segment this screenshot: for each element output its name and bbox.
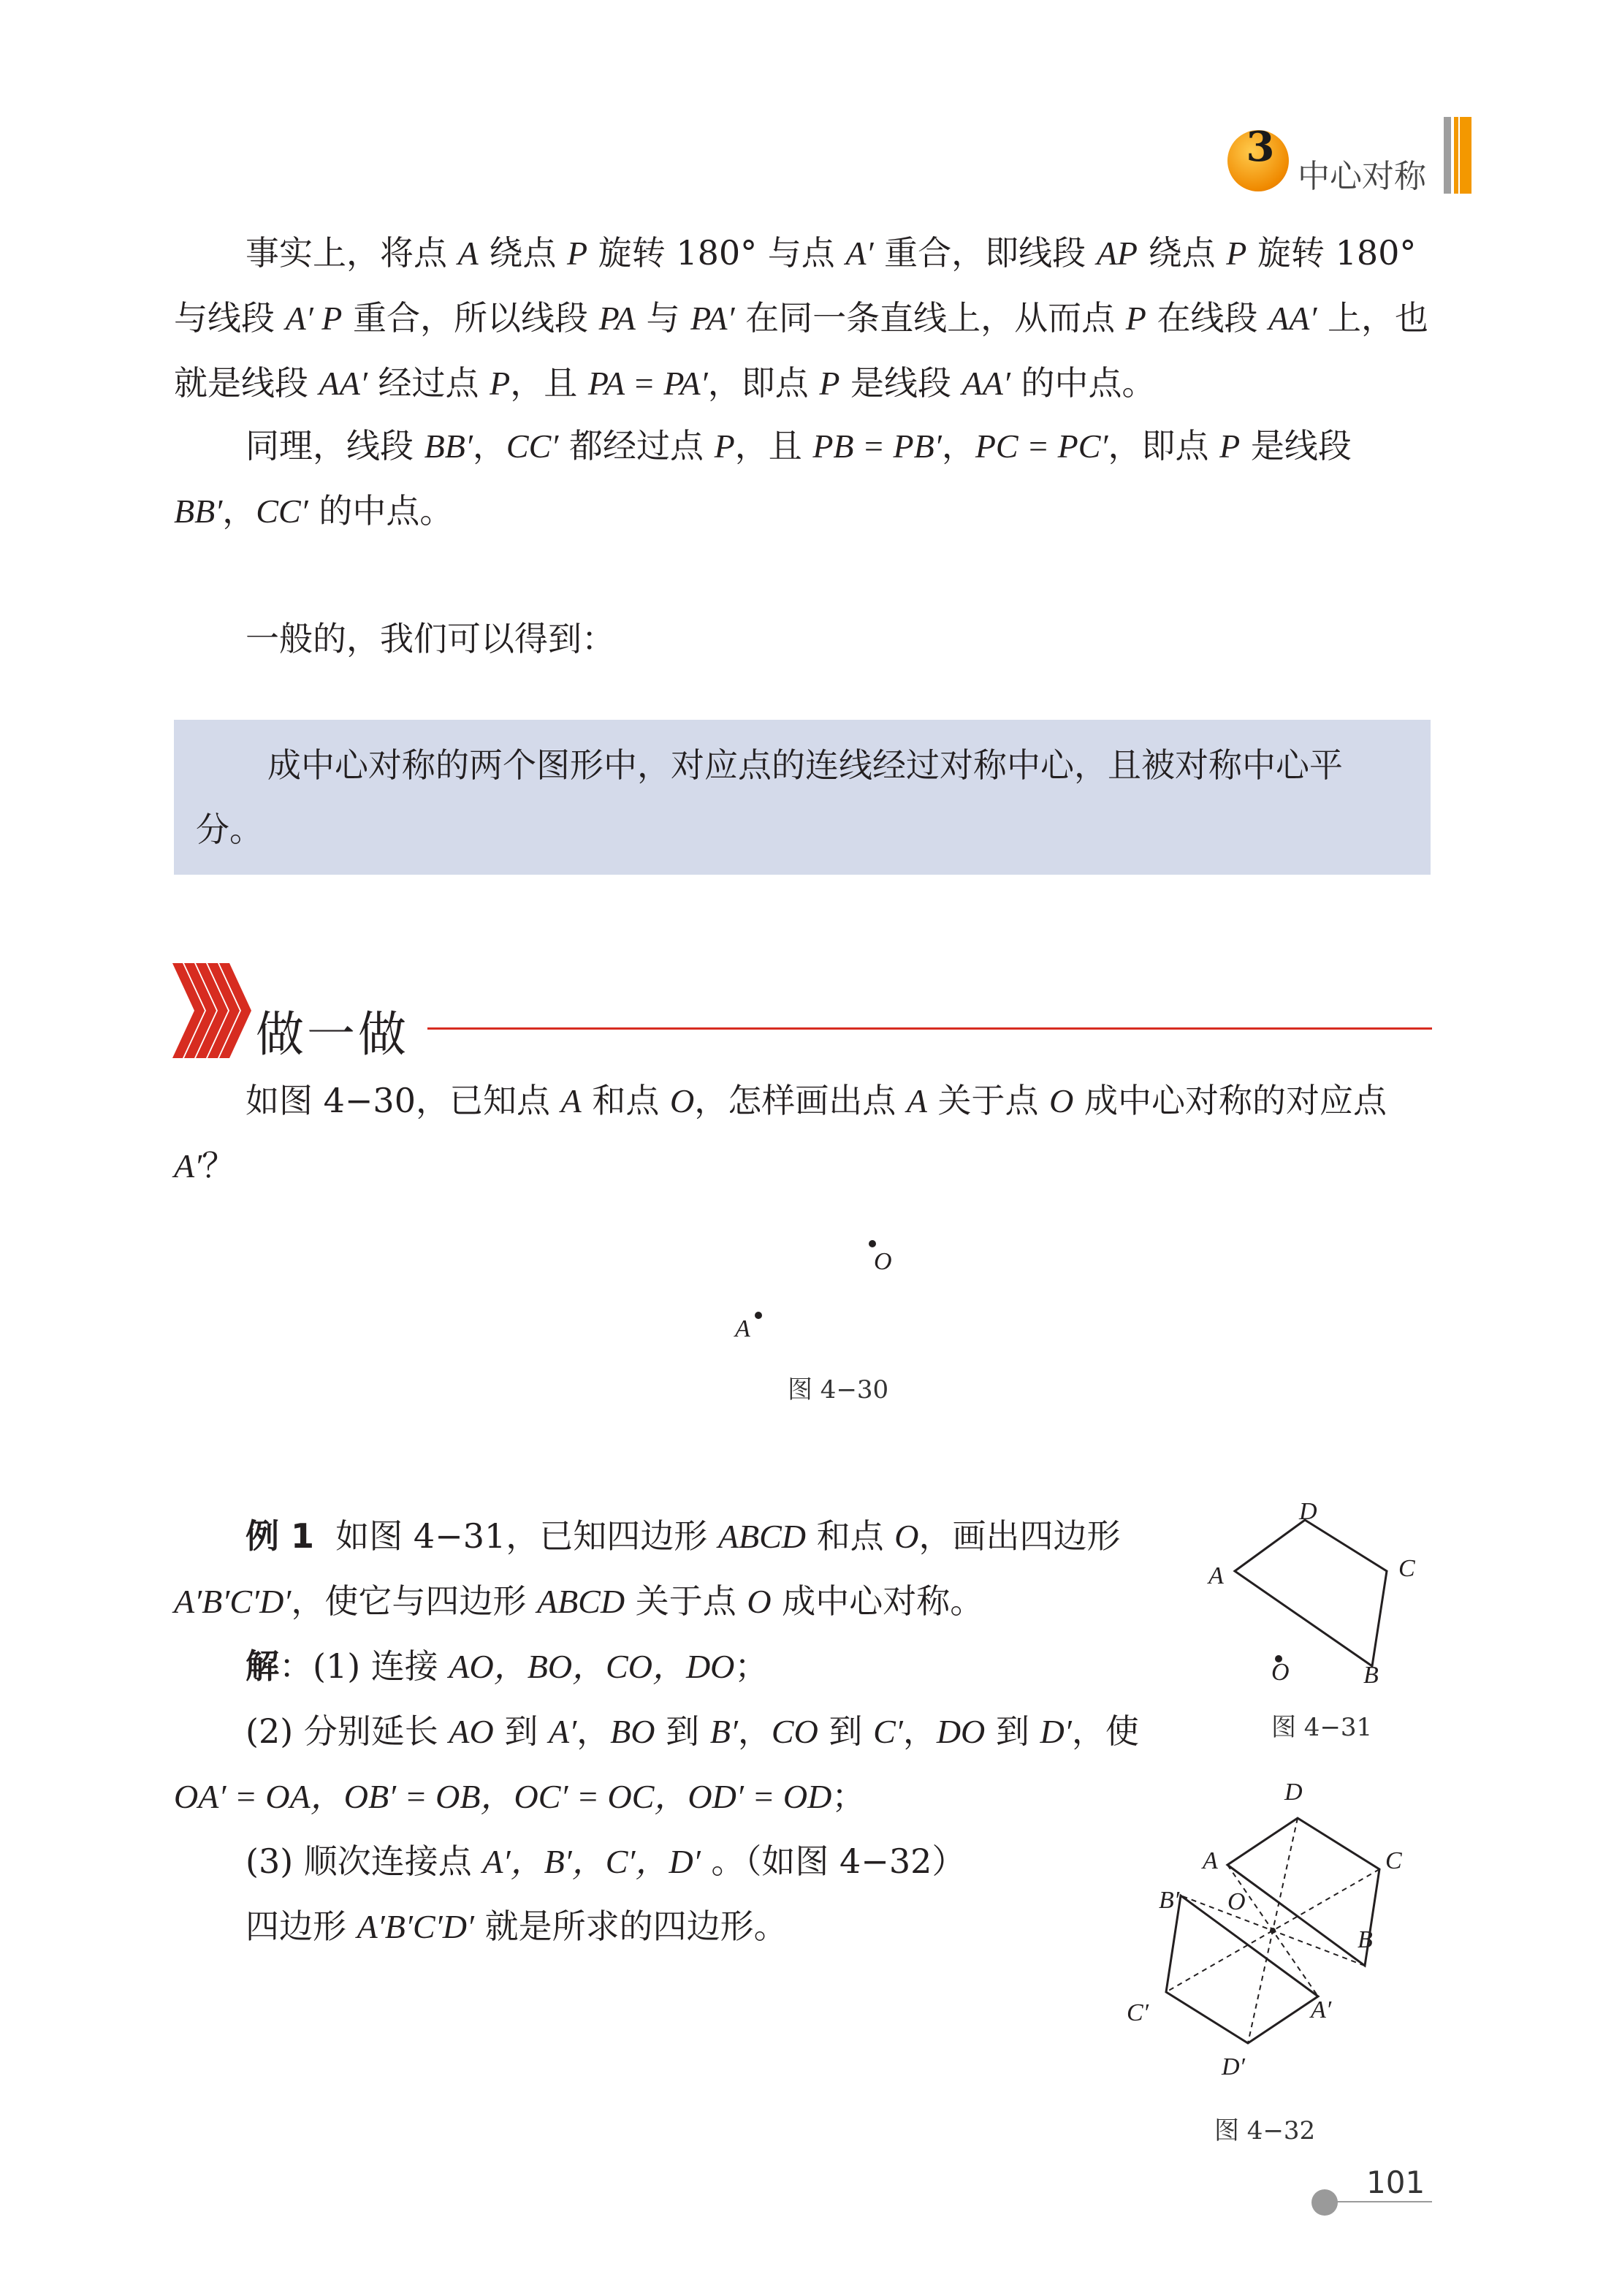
label-A: A — [1208, 1562, 1224, 1589]
chapter-title: 中心对称 — [1298, 158, 1426, 195]
point-O — [869, 1240, 876, 1247]
point-O — [1270, 1928, 1276, 1934]
label-B-prime: B′ — [1159, 1887, 1180, 1914]
label-A: A — [1203, 1847, 1218, 1874]
solution-step-3: (3) 顺次连接点 A′，B′，C′，D′ 。（如图 4−32） — [245, 1841, 966, 1881]
exercise-prompt: 如图 4−30，已知点 A 和点 O，怎样画出点 A 关于点 O 成中心对称的对应点 A′？ — [174, 1081, 1387, 1185]
header-bar-orange — [1460, 117, 1471, 194]
header-bar-orange-thin — [1454, 117, 1458, 194]
chevron-arrows-icon — [172, 963, 253, 1058]
header-bar-gray — [1444, 117, 1451, 194]
figure-4-32-caption: 图 4−32 — [1214, 2116, 1316, 2145]
quadrilateral-ABCD — [1227, 1818, 1379, 1966]
page-number-rule — [1330, 2201, 1432, 2202]
paragraph-proof: 事实上，将点 A 绕点 P 旋转 180° 与点 A′ 重合，即线段 AP 绕点 P 旋转 180° 与线段 A′ P 重合，所以线段 PA 与 PA′ 在同一条直线上，从而点 P 在线段 AA′ 上，也就是线段 AA′ 经过点 P，且 PA = PA′，即点 P 是线段 AA′ 的中点。 — [174, 233, 1429, 403]
figure-4-32 — [1140, 1776, 1447, 2097]
label-B: B — [1358, 1926, 1373, 1953]
page-number: 101 — [1366, 2164, 1425, 2200]
paragraph-similarly: 同理，线段 BB′，CC′ 都经过点 P，且 PB = PB′，PC = PC′，即点 P 是线段 BB′，CC′ 的中点。 — [174, 426, 1352, 531]
quadrilateral-ABCD — [1235, 1520, 1387, 1666]
solution-step-1: 解：(1) 连接 AO，BO，CO，DO； — [245, 1646, 769, 1686]
point-A — [755, 1312, 762, 1319]
label-O: O — [874, 1248, 892, 1275]
label-A-prime: A′ — [1311, 1996, 1332, 2023]
label-D-prime: D′ — [1222, 2053, 1245, 2080]
section-rule — [427, 1027, 1432, 1030]
solution-step-2: (2) 分别延长 AO 到 A′，BO 到 B′，CO 到 C′，DO 到 D′，使 OA′ = OA，OB′ = OB，OC′ = OC，OD′ = OD； — [174, 1711, 1139, 1816]
figure-4-30-caption: 图 4−30 — [788, 1375, 889, 1404]
theorem-text: 成中心对称的两个图形中，对应点的连线经过对称中心，且被对称中心平分。 — [196, 745, 1343, 849]
label-C: C — [1398, 1555, 1415, 1582]
chapter-number: 3 — [1246, 123, 1275, 171]
paragraph-general: 一般的，我们可以得到： — [245, 619, 615, 658]
label-C: C — [1385, 1847, 1402, 1874]
label-C-prime: C′ — [1127, 1999, 1149, 2026]
label-O: O — [1271, 1659, 1290, 1686]
theorem-box — [174, 720, 1431, 875]
label-A: A — [735, 1315, 750, 1342]
figure-4-31 — [1198, 1491, 1447, 1681]
solution-conclusion: 四边形 A′B′C′D′ 就是所求的四边形。 — [245, 1907, 788, 1946]
figure-4-31-caption: 图 4−31 — [1271, 1713, 1373, 1742]
label-O: O — [1227, 1888, 1246, 1915]
label-D: D — [1284, 1779, 1303, 1806]
example-1 — [174, 1504, 1153, 1959]
page-number-dot — [1311, 2189, 1338, 2216]
label-D: D — [1299, 1498, 1317, 1525]
label-B: B — [1363, 1662, 1379, 1689]
example-intro: 例 1 如图 4−31，已知四边形 ABCD 和点 O，画出四边形 A′B′C′D′，使它与四边形 ABCD 关于点 O 成中心对称。 — [174, 1516, 1121, 1621]
section-title: 做一做 — [256, 1006, 409, 1063]
